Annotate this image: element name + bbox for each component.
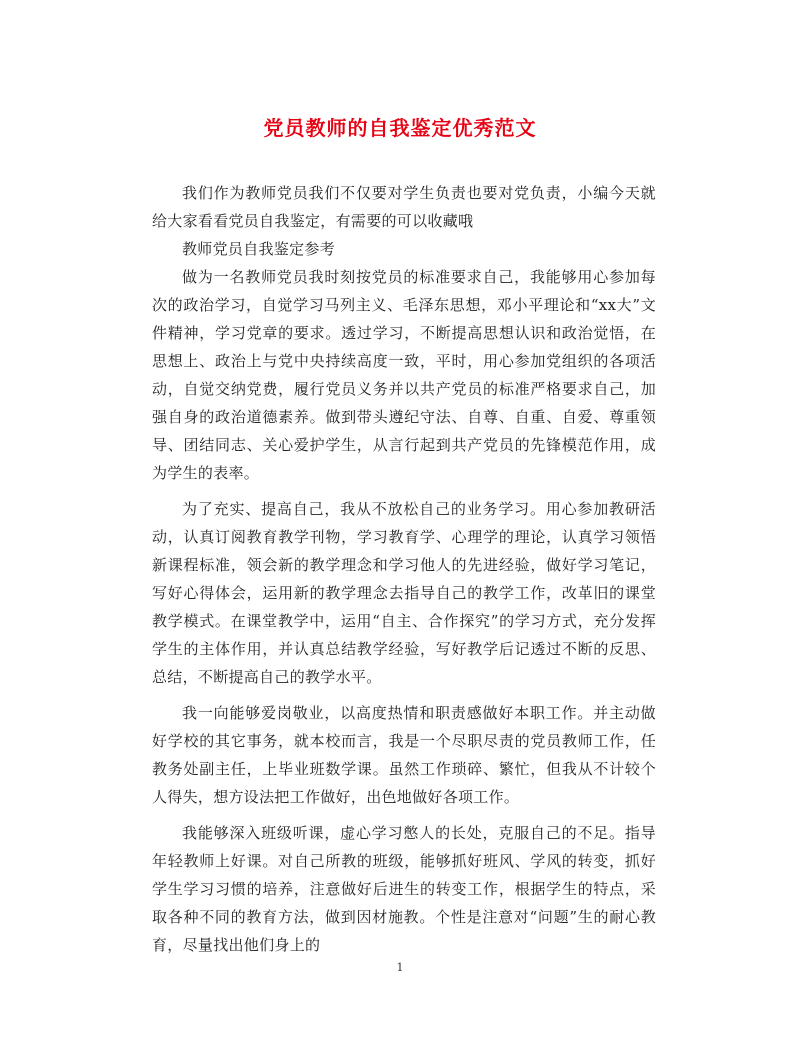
section-heading: 教师党员自我鉴定参考: [182, 240, 336, 258]
document-title: 党员教师的自我鉴定优秀范文: [263, 116, 537, 140]
intro-paragraph: 我们作为教师党员我们不仅要对学生负责也要对党负责，小编今天就给大家看看党员自我鉴定，有需要的可以收藏哦: [152, 184, 656, 230]
body-paragraph: 我一向能够爱岗敬业，以高度热情和职责感做好本职工作。并主动做好学校的其它事务，就本校而言，我是一个尽职尽责的党员教师工作，任教务处副主任，上毕业班数学课。虽然工作琐碎、繁忙，但我从不计较个人得失，想方设法把工作做好，出色地做好各项工作。: [152, 704, 656, 806]
page-number: 1: [396, 961, 404, 974]
body-paragraph: 做为一名教师党员我时刻按党员的标准要求自己，我能够用心参加每次的政治学习，自觉学习马列主义、毛泽东思想，邓小平理论和“xx大”文件精神，学习党章的要求。透过学习，不断提高思想认识和政治觉悟，在思想上、政治上与党中央持续高度一致，平时，用心参加党组织的各项活动，自觉交纳党费，履行党员义务并以共产党员的标准严格要求自己，加强自身的政治道德素养。做到带头遵纪守法、自尊、自重、自爱、尊重领导、团结同志、关心爱护学生，从言行起到共产党员的先锋模范作用，成为学生的表率。: [152, 268, 656, 482]
body-paragraph: 我能够深入班级听课，虚心学习憋人的长处，克服自己的不足。指导年轻教师上好课。对自己所教的班级，能够抓好班风、学风的转变，抓好学生学习习惯的培养，注意做好后进生的转变工作，根据学生的特点，采取各种不同的教育方法，做到因材施教。个性是注意对“问题”生的耐心教育，尽量找出他们身上的: [152, 824, 656, 954]
document-body: [152, 179, 656, 959]
body-paragraph: 为了充实、提高自己，我从不放松自己的业务学习。用心参加教研活动，认真订阅教育教学刊物，学习教育学、心理学的理论，认真学习领悟新课程标准，领会新的教学理念和学习他人的先进经验，做好学习笔记，写好心得体会，运用新的教学理念去指导自己的教学工作，改革旧的课堂教学模式。在课堂教学中，运用“自主、合作探究”的学习方式，充分发挥学生的主体作用，并认真总结教学经验，写好教学后记透过不断的反思、总结，不断提高自己的教学水平。: [152, 500, 656, 686]
